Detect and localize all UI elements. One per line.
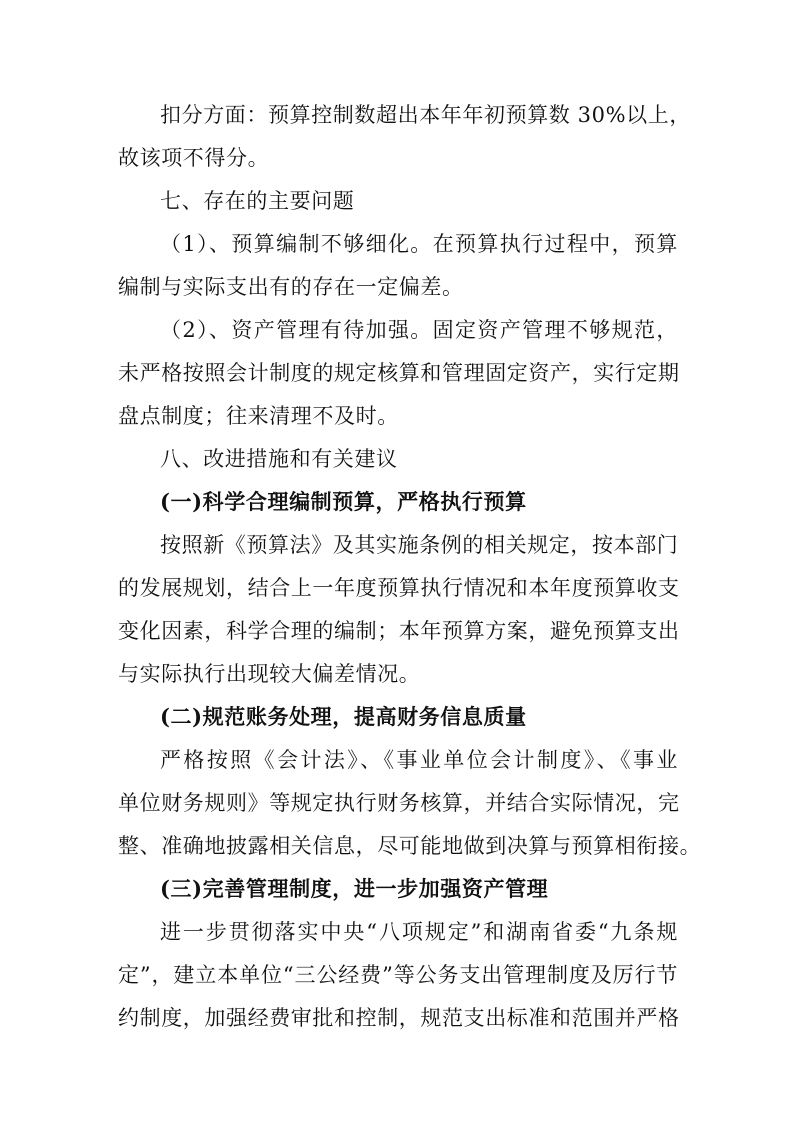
subsection-heading: (一)科学合理编制预算，严格执行预算 bbox=[160, 489, 527, 514]
paragraph-line: 按照新《预算法》及其实施条例的相关规定，按本部门 bbox=[160, 533, 679, 557]
paragraph-line: 进一步贯彻落实中央“八项规定”和湖南省委“九条规 bbox=[160, 920, 678, 944]
paragraph-line: 盘点制度；往来清理不及时。 bbox=[118, 404, 399, 428]
paragraph-line: 编制与实际支出有的存在一定偏差。 bbox=[118, 275, 464, 299]
paragraph-line: 与实际执行出现较大偏差情况。 bbox=[118, 662, 421, 686]
paragraph-line: 单位财务规则》等规定执行财务核算，并结合实际情况，完 bbox=[118, 791, 680, 815]
paragraph-line: 变化因素，科学合理的编制；本年预算方案，避免预算支出 bbox=[118, 619, 680, 643]
section-heading: 七、存在的主要问题 bbox=[160, 189, 355, 213]
paragraph-line: 未严格按照会计制度的规定核算和管理固定资产，实行定期 bbox=[118, 361, 680, 385]
subsection-heading: (二)规范账务处理，提高财务信息质量 bbox=[160, 704, 527, 729]
paragraph-line: （2）、资产管理有待加强。固定资产管理不够规范， bbox=[160, 318, 678, 342]
subsection-heading: (三)完善管理制度，进一步加强资产管理 bbox=[160, 876, 549, 901]
paragraph-line: 约制度，加强经费审批和控制，规范支出标准和范围并严格 bbox=[118, 1006, 680, 1030]
section-heading: 八、改进措施和有关建议 bbox=[160, 447, 398, 471]
paragraph-line: 严格按照《会计法》、《事业单位会计制度》、《事业 bbox=[160, 748, 678, 772]
paragraph-line: （1）、预算编制不够细化。在预算执行过程中，预算 bbox=[160, 232, 678, 256]
paragraph-line: 的发展规划，结合上一年度预算执行情况和本年度预算收支 bbox=[118, 576, 680, 600]
paragraph-line: 故该项不得分。 bbox=[118, 146, 270, 170]
paragraph-line: 定”，建立本单位“三公经费”等公务支出管理制度及厉行节 bbox=[118, 963, 678, 987]
paragraph-line: 整、准确地披露相关信息，尽可能地做到决算与预算相衔接。 bbox=[118, 834, 702, 858]
paragraph-line: 扣分方面：预算控制数超出本年年初预算数 30%以上， bbox=[160, 103, 691, 127]
